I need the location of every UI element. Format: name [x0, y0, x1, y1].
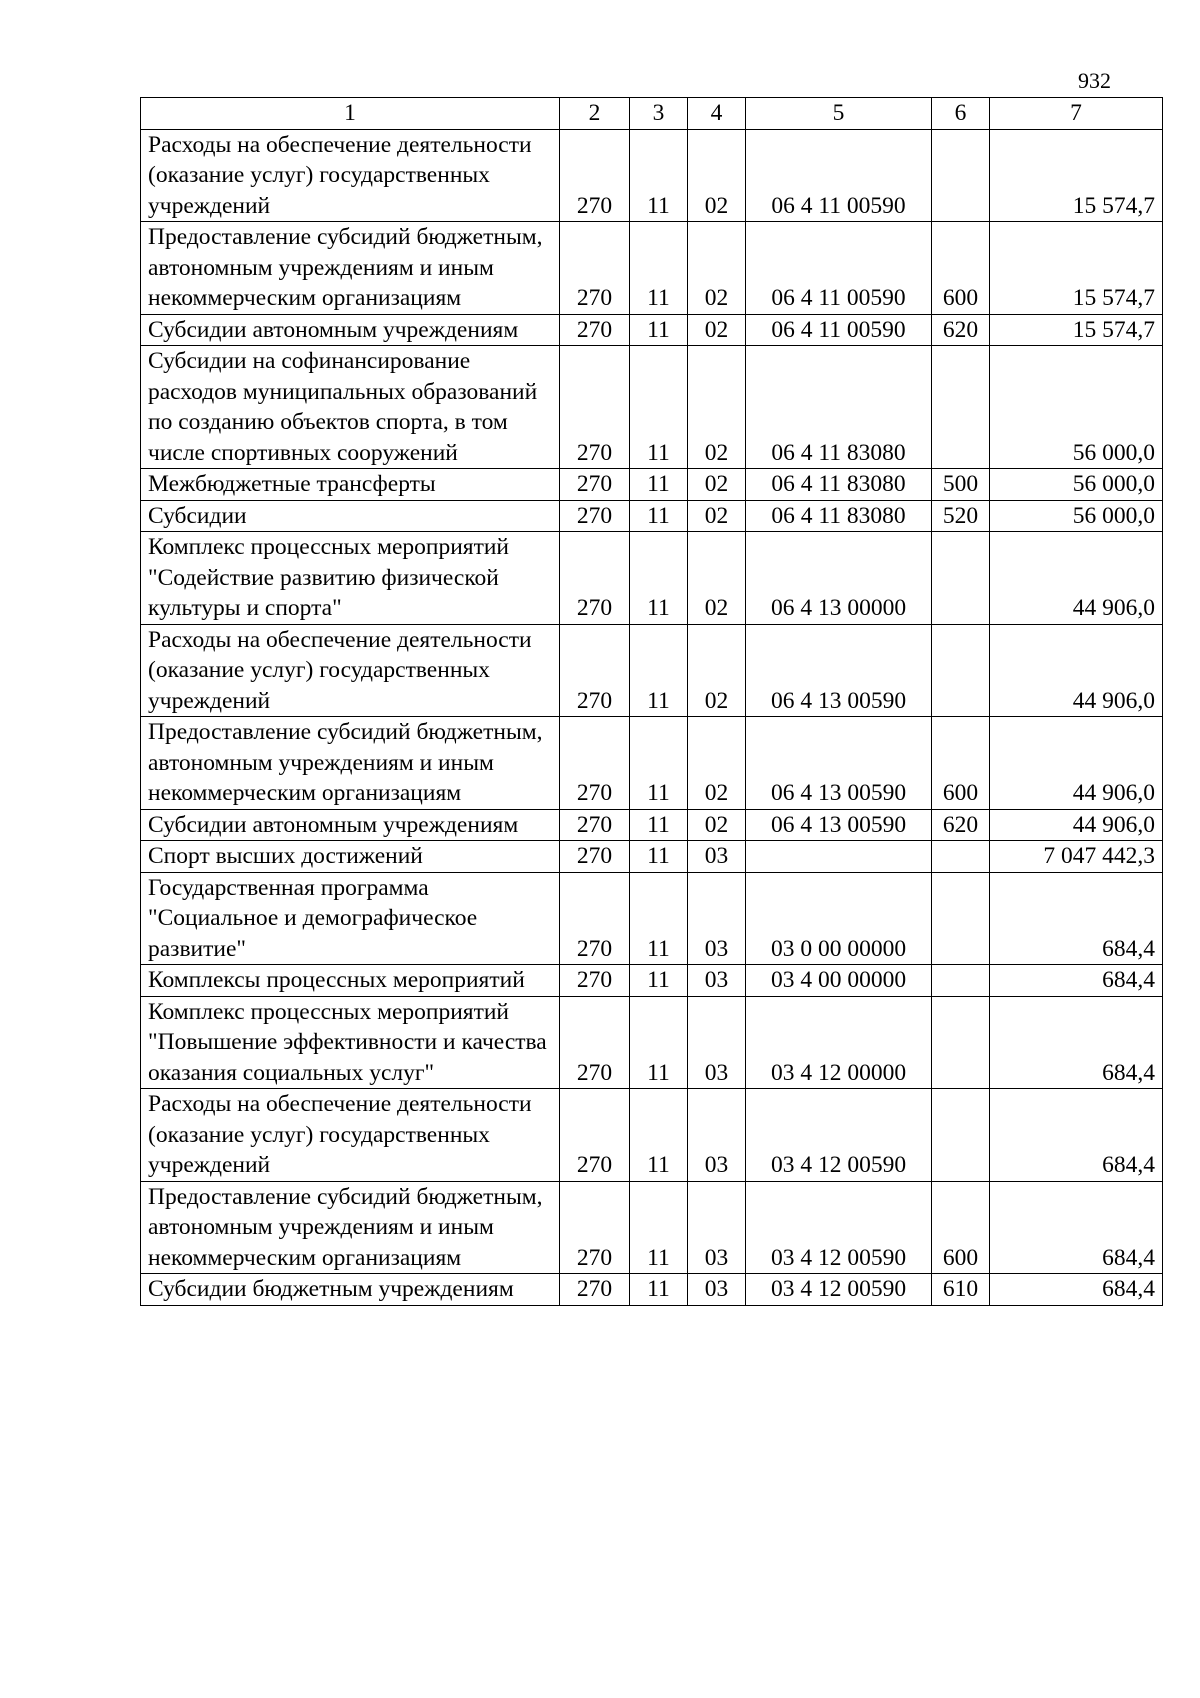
cell-col-3: 11	[630, 222, 688, 315]
cell-col-7: 56 000,0	[990, 469, 1163, 501]
cell-col-2: 270	[560, 841, 630, 873]
cell-col-6: 500	[932, 469, 990, 501]
cell-col-3: 11	[630, 809, 688, 841]
cell-col-2: 270	[560, 129, 630, 222]
cell-col-4: 02	[688, 500, 746, 532]
table-row	[141, 346, 1163, 469]
cell-col-3: 11	[630, 1089, 688, 1182]
cell-col-3: 11	[630, 500, 688, 532]
cell-col-3: 11	[630, 717, 688, 810]
cell-col-2: 270	[560, 532, 630, 625]
cell-col-5: 06 4 11 83080	[746, 469, 932, 501]
cell-name: Субсидии на софинансирование расходов муниципальных образований по созданию объектов спорта, в том числе спортивных сооружений	[141, 346, 560, 469]
cell-col-5: 06 4 11 00590	[746, 222, 932, 315]
cell-col-7: 44 906,0	[990, 624, 1163, 717]
cell-col-4: 03	[688, 1274, 746, 1306]
cell-col-7: 44 906,0	[990, 717, 1163, 810]
cell-name: Комплекс процессных мероприятий "Повышение эффективности и качества оказания социальных услуг"	[141, 996, 560, 1089]
table-row	[141, 532, 1163, 625]
cell-col-2: 270	[560, 500, 630, 532]
cell-col-6	[932, 996, 990, 1089]
cell-col-4: 03	[688, 872, 746, 965]
cell-col-4: 02	[688, 346, 746, 469]
cell-col-4: 03	[688, 965, 746, 997]
cell-name: Расходы на обеспечение деятельности (оказание услуг) государственных учреждений	[141, 129, 560, 222]
cell-col-4: 03	[688, 1089, 746, 1182]
table-row	[141, 1274, 1163, 1306]
cell-col-3: 11	[630, 129, 688, 222]
table-row	[141, 841, 1163, 873]
cell-col-3: 11	[630, 965, 688, 997]
cell-col-6	[932, 346, 990, 469]
cell-name: Субсидии автономным учреждениям	[141, 809, 560, 841]
cell-col-2: 270	[560, 1274, 630, 1306]
cell-name: Предоставление субсидий бюджетным, автономным учреждениям и иным некоммерческим организациям	[141, 1181, 560, 1274]
cell-col-6	[932, 532, 990, 625]
cell-col-7: 684,4	[990, 1181, 1163, 1274]
cell-col-5: 03 4 12 00590	[746, 1181, 932, 1274]
cell-col-5: 03 0 00 00000	[746, 872, 932, 965]
cell-col-2: 270	[560, 1181, 630, 1274]
table-row	[141, 469, 1163, 501]
cell-col-4: 03	[688, 841, 746, 873]
cell-col-3: 11	[630, 872, 688, 965]
cell-col-4: 02	[688, 532, 746, 625]
cell-col-5: 06 4 11 83080	[746, 346, 932, 469]
cell-col-3: 11	[630, 346, 688, 469]
cell-col-7: 56 000,0	[990, 346, 1163, 469]
cell-col-7: 15 574,7	[990, 314, 1163, 346]
cell-col-2: 270	[560, 346, 630, 469]
cell-name: Субсидии бюджетным учреждениям	[141, 1274, 560, 1306]
header-cell-5: 5	[746, 98, 932, 130]
cell-col-6: 600	[932, 717, 990, 810]
cell-col-5: 06 4 11 83080	[746, 500, 932, 532]
cell-col-5: 03 4 00 00000	[746, 965, 932, 997]
page-number: 932	[1078, 68, 1111, 93]
table-row	[141, 1181, 1163, 1274]
cell-col-7: 44 906,0	[990, 809, 1163, 841]
cell-name: Предоставление субсидий бюджетным, автономным учреждениям и иным некоммерческим организациям	[141, 222, 560, 315]
table-row	[141, 965, 1163, 997]
cell-col-2: 270	[560, 222, 630, 315]
cell-name: Государственная программа "Социальное и демографическое развитие"	[141, 872, 560, 965]
cell-name: Межбюджетные трансферты	[141, 469, 560, 501]
cell-col-5: 03 4 12 00590	[746, 1274, 932, 1306]
cell-col-2: 270	[560, 996, 630, 1089]
cell-col-3: 11	[630, 1274, 688, 1306]
cell-col-4: 03	[688, 1181, 746, 1274]
cell-name: Комплекс процессных мероприятий "Содействие развитию физической культуры и спорта"	[141, 532, 560, 625]
cell-col-7: 684,4	[990, 996, 1163, 1089]
cell-col-3: 11	[630, 314, 688, 346]
header-cell-1: 1	[141, 98, 560, 130]
cell-col-7: 44 906,0	[990, 532, 1163, 625]
cell-col-6: 610	[932, 1274, 990, 1306]
cell-col-6: 620	[932, 809, 990, 841]
cell-col-7: 684,4	[990, 872, 1163, 965]
cell-col-4: 02	[688, 222, 746, 315]
cell-col-4: 02	[688, 469, 746, 501]
cell-col-2: 270	[560, 1089, 630, 1182]
table-row	[141, 624, 1163, 717]
cell-col-5: 03 4 12 00590	[746, 1089, 932, 1182]
cell-col-3: 11	[630, 469, 688, 501]
table-row	[141, 996, 1163, 1089]
table-row	[141, 129, 1163, 222]
cell-col-2: 270	[560, 872, 630, 965]
budget-table	[140, 97, 1163, 1306]
header-cell-6: 6	[932, 98, 990, 130]
table-header	[141, 98, 1163, 130]
cell-col-6	[932, 1089, 990, 1182]
cell-col-3: 11	[630, 841, 688, 873]
header-cell-7: 7	[990, 98, 1163, 130]
cell-col-3: 11	[630, 996, 688, 1089]
cell-col-7: 15 574,7	[990, 222, 1163, 315]
header-cell-3: 3	[630, 98, 688, 130]
table-row	[141, 872, 1163, 965]
cell-name: Субсидии	[141, 500, 560, 532]
table-row	[141, 717, 1163, 810]
cell-col-6	[932, 624, 990, 717]
cell-col-2: 270	[560, 469, 630, 501]
cell-col-7: 684,4	[990, 1089, 1163, 1182]
cell-name: Расходы на обеспечение деятельности (оказание услуг) государственных учреждений	[141, 624, 560, 717]
cell-name: Субсидии автономным учреждениям	[141, 314, 560, 346]
table-body	[141, 129, 1163, 1305]
table-row	[141, 809, 1163, 841]
cell-col-6: 600	[932, 222, 990, 315]
header-cell-2: 2	[560, 98, 630, 130]
cell-col-4: 02	[688, 624, 746, 717]
table-row	[141, 1089, 1163, 1182]
cell-col-3: 11	[630, 624, 688, 717]
cell-col-2: 270	[560, 624, 630, 717]
cell-col-4: 02	[688, 717, 746, 810]
cell-name: Спорт высших достижений	[141, 841, 560, 873]
table-row	[141, 500, 1163, 532]
cell-col-5: 06 4 13 00590	[746, 809, 932, 841]
cell-col-4: 03	[688, 996, 746, 1089]
cell-col-3: 11	[630, 532, 688, 625]
cell-col-6	[932, 129, 990, 222]
cell-name: Расходы на обеспечение деятельности (оказание услуг) государственных учреждений	[141, 1089, 560, 1182]
cell-col-6	[932, 965, 990, 997]
cell-name: Предоставление субсидий бюджетным, автономным учреждениям и иным некоммерческим организациям	[141, 717, 560, 810]
cell-name: Комплексы процессных мероприятий	[141, 965, 560, 997]
cell-col-7: 684,4	[990, 1274, 1163, 1306]
cell-col-3: 11	[630, 1181, 688, 1274]
cell-col-6: 600	[932, 1181, 990, 1274]
cell-col-2: 270	[560, 717, 630, 810]
cell-col-6: 520	[932, 500, 990, 532]
cell-col-6	[932, 841, 990, 873]
cell-col-5: 06 4 13 00590	[746, 717, 932, 810]
table-row	[141, 314, 1163, 346]
cell-col-2: 270	[560, 965, 630, 997]
cell-col-2: 270	[560, 809, 630, 841]
cell-col-5: 06 4 11 00590	[746, 314, 932, 346]
cell-col-4: 02	[688, 809, 746, 841]
header-cell-4: 4	[688, 98, 746, 130]
cell-col-7: 56 000,0	[990, 500, 1163, 532]
cell-col-5: 06 4 11 00590	[746, 129, 932, 222]
cell-col-4: 02	[688, 129, 746, 222]
cell-col-5: 06 4 13 00590	[746, 624, 932, 717]
cell-col-5: 06 4 13 00000	[746, 532, 932, 625]
cell-col-7: 15 574,7	[990, 129, 1163, 222]
table-row	[141, 222, 1163, 315]
cell-col-7: 684,4	[990, 965, 1163, 997]
header-row	[141, 98, 1163, 130]
cell-col-2: 270	[560, 314, 630, 346]
cell-col-5	[746, 841, 932, 873]
cell-col-6	[932, 872, 990, 965]
cell-col-6: 620	[932, 314, 990, 346]
cell-col-4: 02	[688, 314, 746, 346]
cell-col-7: 7 047 442,3	[990, 841, 1163, 873]
cell-col-5: 03 4 12 00000	[746, 996, 932, 1089]
